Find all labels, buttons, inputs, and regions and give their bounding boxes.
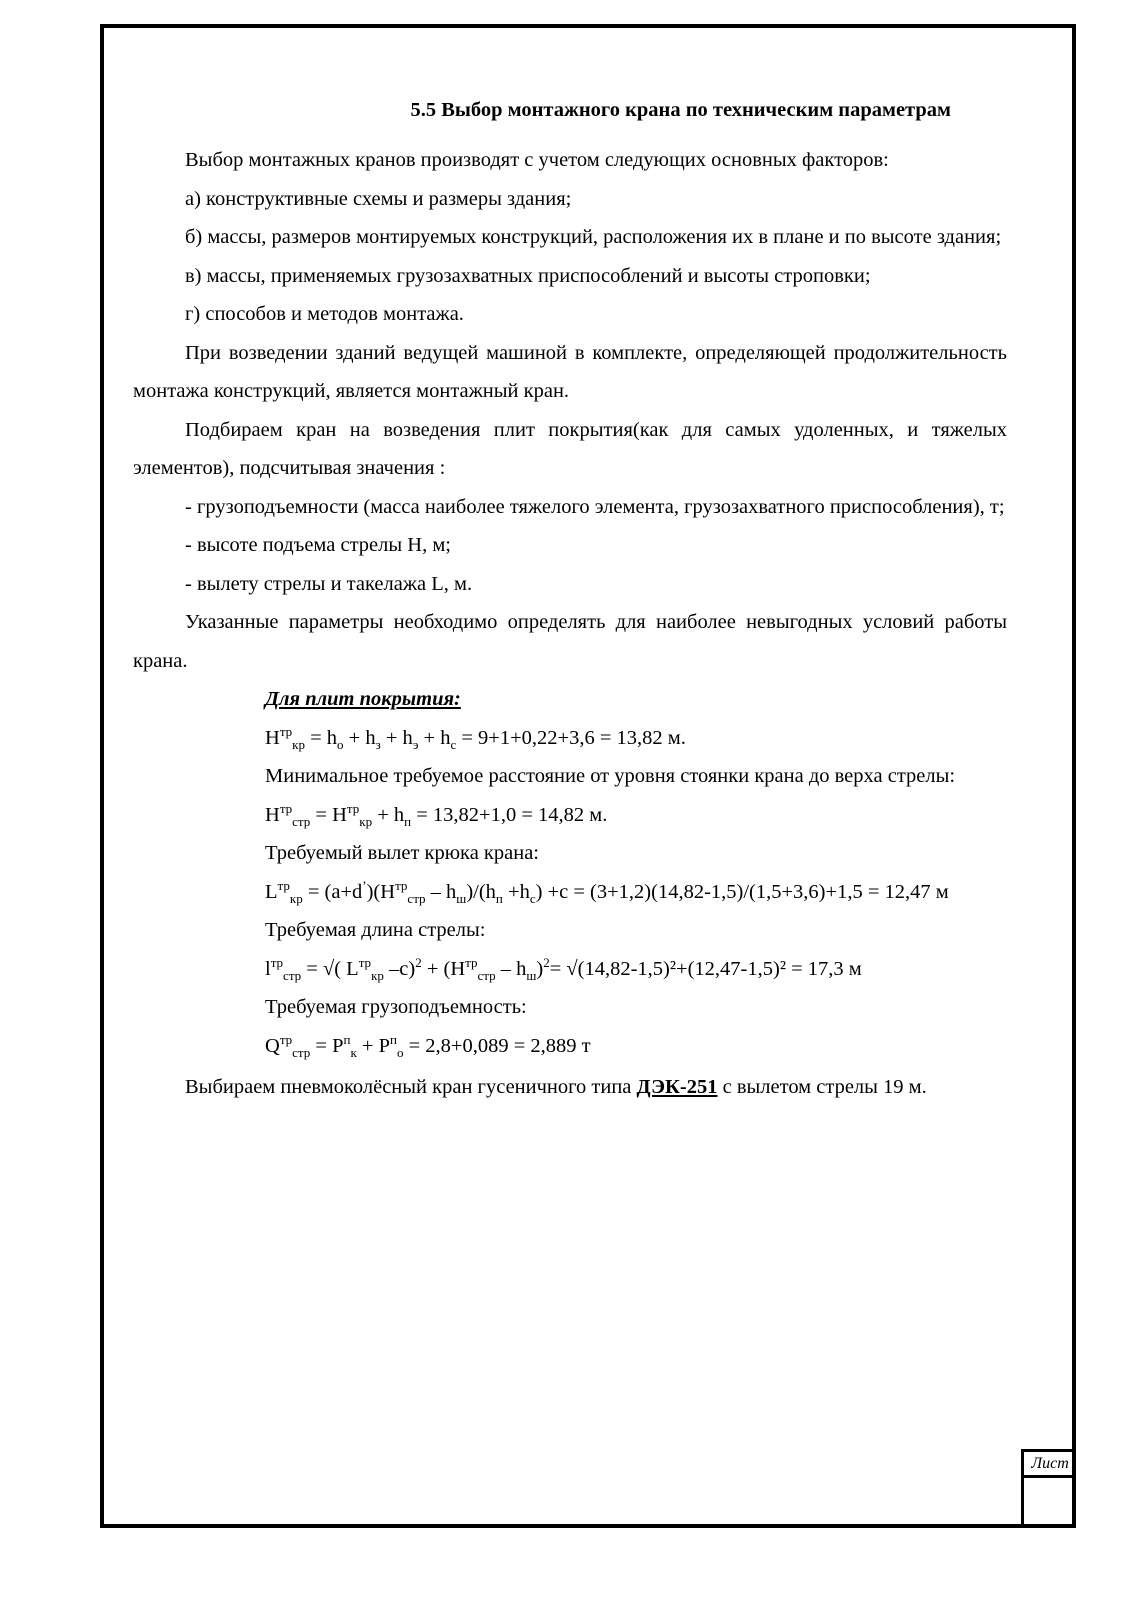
final-choice-pre: Выбираем пневмоколёсный кран гусеничного типа <box>185 1076 637 1098</box>
list-item-v: в) массы, применяемых грузозахватных приспособлений и высоты строповки; <box>185 264 871 287</box>
paragraph-crane-role: При возведении зданий ведущей машиной в комплекте, определяющей продолжительность монтажа конструкций, является монтажный кран. <box>133 341 1007 402</box>
sheet-number-box <box>1021 1449 1076 1528</box>
formula-boom-height: $H^{тр}_{стр} = H^{тр}_{кр} + h_п = 13,82+1,0 = 14,82$ м. <box>265 800 608 829</box>
subheading <box>133 680 1007 719</box>
label-load-capacity: Требуемая грузоподъемность: <box>265 996 527 1018</box>
formula-hook-reach-value: +c = (3+1,2)(14,82-1,5)/(1,5+3,6)+1,5 = 12,47 м <box>542 880 949 903</box>
list-item-g: г) способов и методов монтажа. <box>185 303 464 325</box>
sheet-label: Лист <box>1024 1452 1076 1478</box>
list-item-b: б) массы, размеров монтируемых конструкций, расположения их в плане и по высоте здания; <box>185 226 1002 248</box>
list-item-a: а) конструктивные схемы и размеры здания; <box>185 187 572 210</box>
section-title: 5.5 Выбор монтажного крана по техническим параметрам <box>410 99 951 121</box>
formula-hook-height: $H^{тр}_{кр} = h_o + h_з + h_э + h_c = 9+1+0,22+3,6 = 13,82$ м. <box>265 723 686 752</box>
final-choice-post: с вылетом стрелы 19 м. <box>717 1076 927 1098</box>
label-hook-reach: Требуемый вылет крюка крана: <box>265 842 539 864</box>
intro-paragraph: Выбор монтажных кранов производят с учетом следующих основных факторов: <box>185 149 889 171</box>
paragraph-min-distance: Минимальное требуемое расстояние от уровня стоянки крана до верха стрелы: <box>265 765 956 787</box>
formula-load-capacity: $Q^{тр}_{стр} = P^п_к + P^п_о = 2,8+0,089 = 2,889$ т <box>265 1031 591 1060</box>
paragraph-final-choice <box>133 1068 1007 1107</box>
formula-load-capacity-value: = 2,8+0,089 = 2,889 т <box>403 1034 591 1057</box>
subheading-text: Для плит покрытия: <box>265 688 461 710</box>
formula-hook-height-value: = 9+1+0,22+3,6 = 13,82 м. <box>456 726 686 749</box>
formula-hook-reach: $L^{тр}_{кр} = (a+d^’)(H^{тр}_{стр} - h_ш)/(h_п +h_c) +c = (3+1,2)(14,82-1,5)/(1,5+3,6)+1,5 = 12,47$ м <box>265 877 949 906</box>
formula-boom-length-value: = √(14,82-1,5)²+(12,47-1,5)² = 17,3 м <box>549 957 862 980</box>
paragraph-crane-selection: Подбираем кран на возведения плит покрытия(как для самых удоленных, и тяжелых элементов), подсчитывая значения : <box>133 418 1007 479</box>
formula-boom-length: $l^{тр}_{стр}$ = √( $L^{тр}_{кр}$ $-c)^2 + (H^{тр}_{стр} - h_ш)^2= √(14,82-1,5)^2+(12,47-1,5)^2 = 17,3$ м <box>265 954 862 983</box>
crane-model: ДЭК-251 <box>636 1076 718 1098</box>
paragraph-parameters: Указанные параметры необходимо определять для наиболее невыгодных условий работы крана. <box>133 611 1007 672</box>
dash-item-reach: - вылету стрелы и такелажа L, м. <box>185 572 473 595</box>
document-body <box>133 95 1007 1107</box>
formula-boom-height-value: = 13,82+1,0 = 14,82 м. <box>411 803 608 826</box>
label-boom-length: Требуемая длина стрелы: <box>265 919 486 941</box>
dash-item-capacity: - грузоподъемности (масса наиболее тяжелого элемента, грузозахватного приспособления), т; <box>185 495 1005 518</box>
dash-item-height: - высоте подъема стрелы Н, м; <box>185 534 451 556</box>
